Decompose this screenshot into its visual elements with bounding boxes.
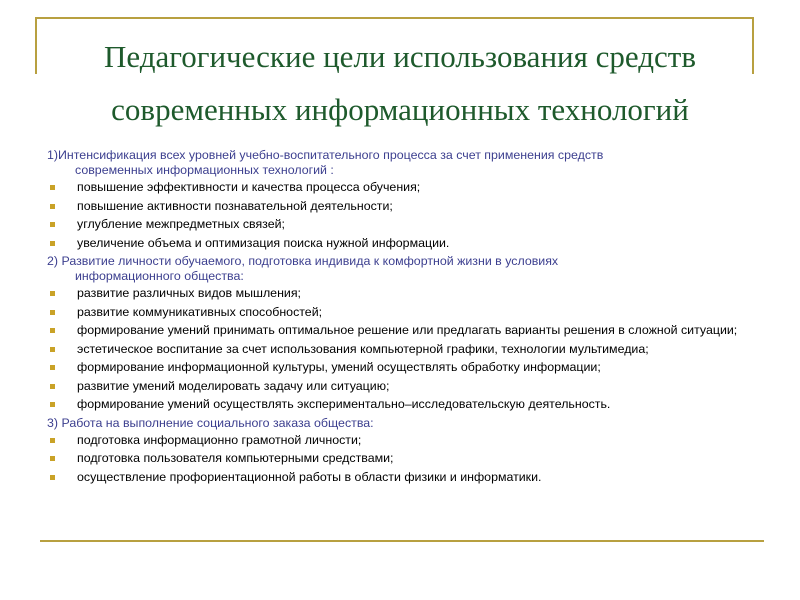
list-item — [47, 199, 757, 214]
square-bullet-icon — [50, 328, 55, 333]
square-bullet-icon — [50, 438, 55, 443]
list-item — [47, 286, 757, 301]
section-heading-2-line-1: 2) Развитие личности обучаемого, подготовка индивида к комфортной жизни в условиях — [47, 254, 559, 268]
list-item-text: развитие различных видов мышления; — [77, 286, 301, 300]
list-item — [47, 397, 757, 412]
list-item — [47, 217, 757, 232]
list-item-text: формирование информационной культуры, умений осуществлять обработку информации; — [77, 360, 601, 374]
section-heading-3-line-1: 3) Работа на выполнение социального заказа общества: — [47, 415, 374, 430]
square-bullet-icon — [50, 402, 55, 407]
list-item-text: увеличение объема и оптимизация поиска нужной информации. — [77, 235, 450, 250]
list-item — [47, 180, 757, 195]
list-item-text: формирование умений осуществлять экспериментально–исследовательскую деятельность. — [77, 397, 611, 411]
section-heading-1-line-1: 1)Интенсификация всех уровней учебно-воспитательного процесса за счет применения средств — [47, 148, 604, 162]
square-bullet-icon — [50, 456, 55, 461]
square-bullet-icon — [50, 384, 55, 389]
list-item — [47, 305, 757, 320]
list-item-text: формирование умений принимать оптимальное решение или предлагать варианты решения в сложной ситуации; — [77, 323, 738, 337]
frame-line-bottom — [40, 540, 764, 542]
square-bullet-icon — [50, 222, 55, 227]
bullet-list-3 — [47, 433, 757, 485]
slide-body — [47, 148, 757, 488]
list-item-text: углубление межпредметных связей; — [77, 217, 285, 231]
square-bullet-icon — [50, 475, 55, 480]
list-item — [47, 451, 757, 466]
list-item — [47, 470, 757, 485]
square-bullet-icon — [50, 310, 55, 315]
list-item — [47, 379, 757, 394]
list-item — [47, 342, 757, 357]
bullet-list-2 — [47, 286, 757, 412]
square-bullet-icon — [50, 185, 55, 190]
list-item-text: эстетическое воспитание за счет использования компьютерной графики, технологии мультимедиа; — [77, 341, 649, 356]
list-item-text: подготовка информационно грамотной личности; — [77, 432, 362, 447]
square-bullet-icon — [50, 291, 55, 296]
list-item-text: повышение активности познавательной деятельности; — [77, 198, 393, 213]
section-heading-3 — [47, 416, 757, 431]
slide-title-line-1: Педагогические цели использования средств — [104, 39, 696, 74]
list-item — [47, 360, 757, 375]
square-bullet-icon — [50, 241, 55, 246]
square-bullet-icon — [50, 204, 55, 209]
section-heading-1-line-2: современных информационных технологий : — [75, 163, 334, 177]
frame-line-top — [35, 17, 754, 19]
list-item — [47, 433, 757, 448]
slide-title — [40, 30, 760, 136]
section-heading-2-line-2: информационного общества: — [75, 269, 244, 283]
bullet-list-1 — [47, 180, 757, 251]
section-heading-1 — [47, 148, 757, 178]
list-item-text: подготовка пользователя компьютерными средствами; — [77, 451, 394, 465]
list-item-text: повышение эффективности и качества процесса обучения; — [77, 180, 421, 194]
list-item — [47, 236, 757, 251]
list-item-text: осуществление профориентационной работы в области физики и информатики. — [77, 469, 542, 484]
slide-title-line-2: современных информационных технологий — [111, 92, 689, 127]
square-bullet-icon — [50, 365, 55, 370]
list-item-text: развитие коммуникативных способностей; — [77, 304, 323, 319]
square-bullet-icon — [50, 347, 55, 352]
frame-line-left — [35, 17, 37, 74]
list-item-text: развитие умений моделировать задачу или ситуацию; — [77, 378, 390, 393]
section-heading-2 — [47, 254, 757, 284]
list-item — [47, 323, 757, 338]
